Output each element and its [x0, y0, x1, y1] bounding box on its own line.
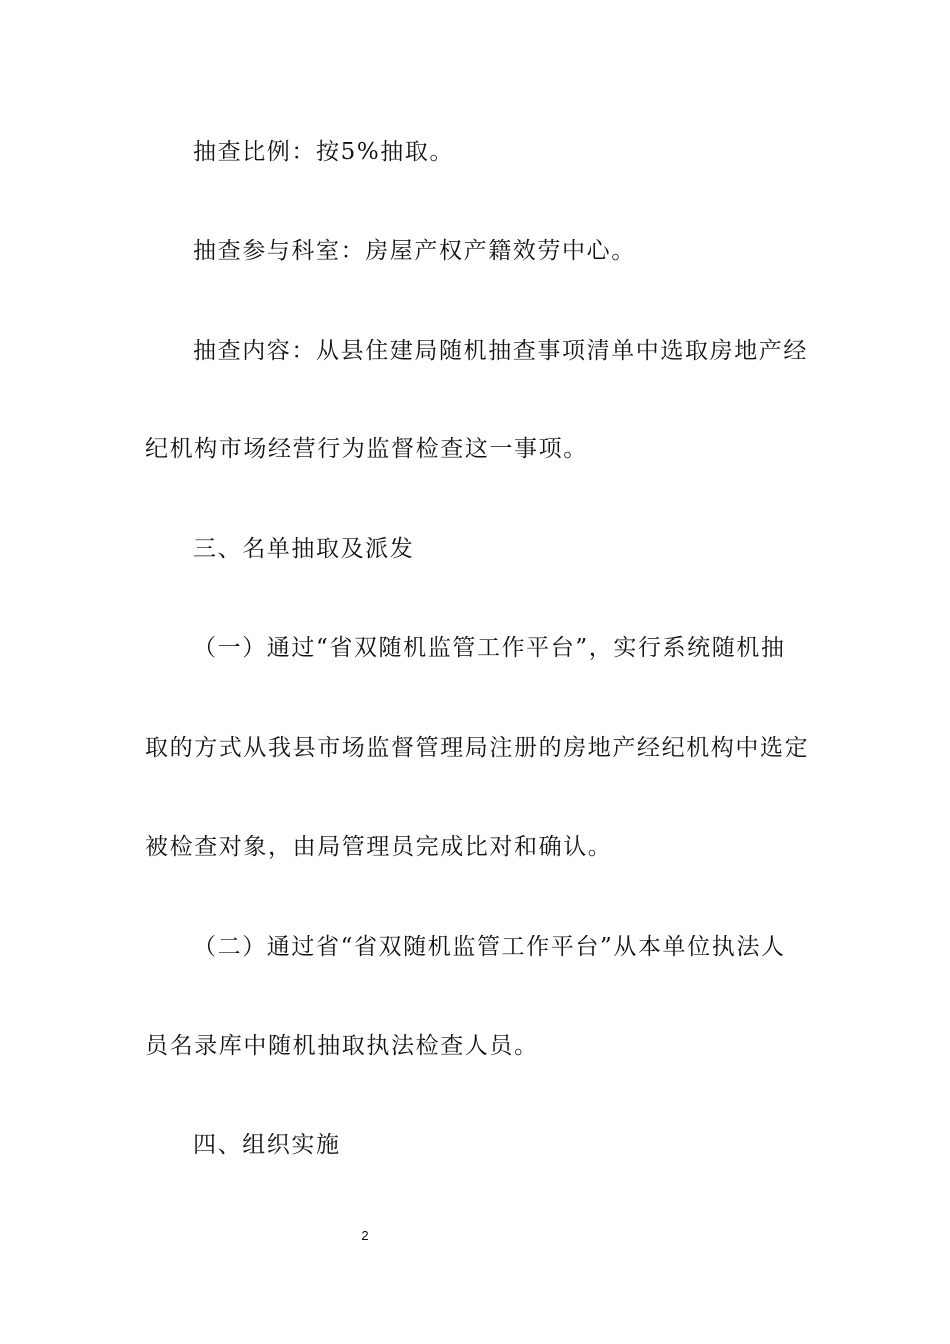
- page-number: 2: [361, 1228, 369, 1243]
- item-2-line-2: 员名录库中随机抽取执法检查人员。: [145, 1033, 539, 1059]
- inspection-content-line-1: 抽查内容：从县住建局随机抽查事项清单中选取房地产经: [193, 338, 808, 364]
- inspection-department-line: 抽查参与科室：房屋产权产籍效劳中心。: [193, 238, 636, 264]
- sampling-ratio-line: 抽查比例：按5%抽取。: [193, 139, 455, 165]
- inspection-content-line-2: 纪机构市场经营行为监督检查这一事项。: [145, 436, 588, 462]
- item-2-line-1: （二）通过省“省双随机监管工作平台”从本单位执法人: [193, 934, 786, 960]
- item-1-line-1: （一）通过“省双随机监管工作平台”，实行系统随机抽: [193, 635, 786, 661]
- section-heading-4: 四、组织实施: [193, 1132, 341, 1158]
- item-1-line-3: 被检查对象，由局管理员完成比对和确认。: [145, 834, 613, 860]
- item-1-line-2: 取的方式从我县市场监督管理局注册的房地产经纪机构中选定: [145, 735, 810, 761]
- section-heading-3: 三、名单抽取及派发: [193, 536, 415, 562]
